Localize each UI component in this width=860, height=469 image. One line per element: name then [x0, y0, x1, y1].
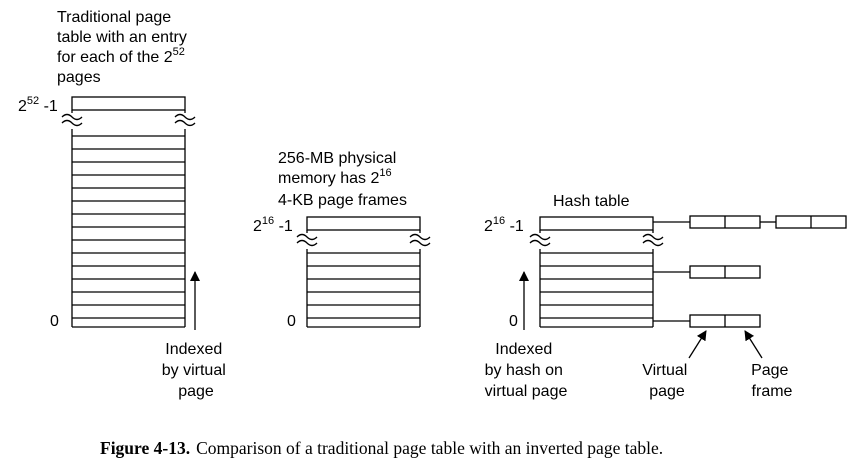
traditional-top-index-label: $2^{52}$ -1 [18, 95, 58, 115]
hash-chain-3 [653, 315, 760, 327]
hash-top-slot [540, 217, 653, 230]
figure-caption [100, 438, 663, 458]
traditional-page-table [18, 9, 230, 400]
virtual-page-label: Virtual page [642, 362, 688, 400]
figure-number: Figure 4-13. [100, 438, 191, 458]
figure-caption-text: Comparison of a traditional page table with an inverted page table. [196, 438, 664, 458]
traditional-rows [72, 110, 185, 327]
traditional-desc: Traditional page table with an entry for each of the $2^{52}$ pages [57, 9, 187, 86]
page-frame-label: Page frame [751, 362, 793, 400]
traditional-top-entry [72, 97, 185, 110]
physical-top-index-label: $2^{16}$ -1 [253, 215, 293, 235]
physical-top-frame [307, 217, 420, 230]
traditional-index-caption: Indexed by virtual page [161, 341, 226, 400]
hash-index-caption: Indexed by hash on virtual page [484, 341, 568, 400]
physical-desc: 256-MB physical memory has $2^{16}$ 4-KB page frames [278, 150, 407, 209]
hash-table-title: Hash table [553, 193, 630, 210]
page-frame-arrow [745, 331, 762, 358]
hash-bottom-index-label: 0 [509, 313, 518, 330]
virtual-page-arrow [689, 331, 706, 358]
physical-memory-table [253, 150, 433, 330]
traditional-bottom-index-label: 0 [50, 313, 59, 330]
hash-chain-1 [653, 216, 846, 228]
physical-bottom-index-label: 0 [287, 313, 296, 330]
hash-chain-2 [653, 266, 760, 278]
hash-table [484, 193, 846, 400]
hash-top-index-label: $2^{16}$ -1 [484, 215, 524, 235]
